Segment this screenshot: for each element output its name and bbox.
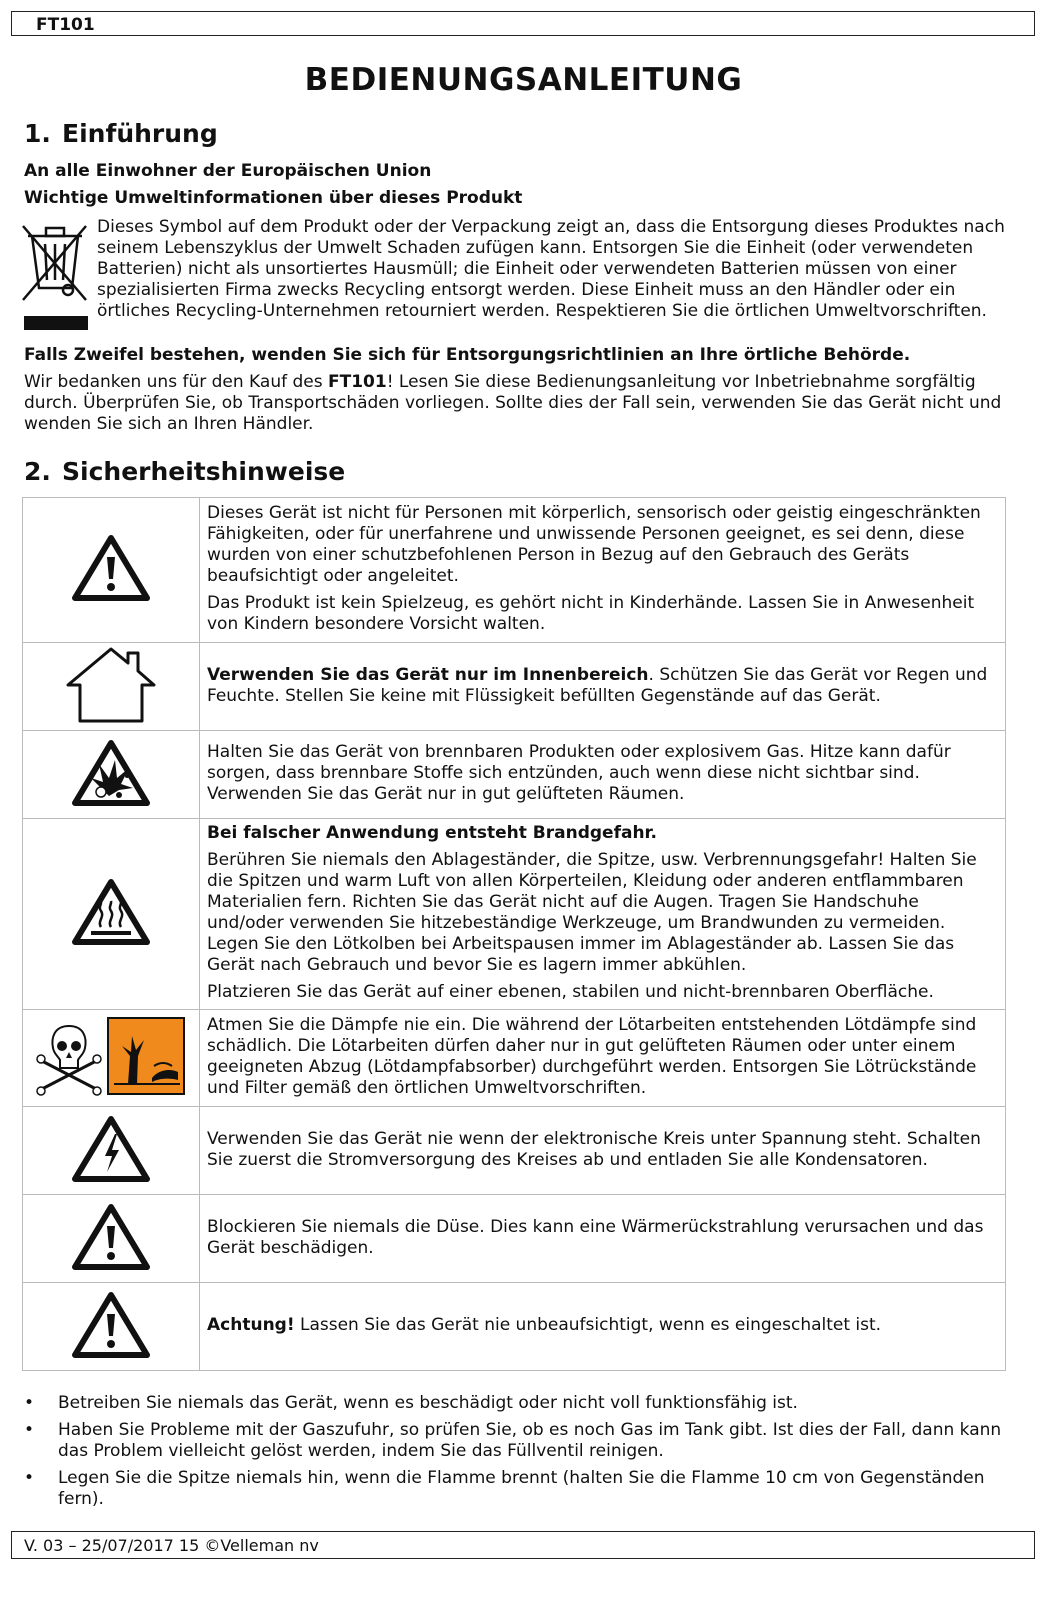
thanks-post: ! Lesen Sie diese Bedienungsanleitung vor Inbetriebnahme sorgfältig durch. Überprüfen Sie, ob Transportschäden vorliegen. Sollte dies der Fall sein, verwenden Sie das Gerät nicht und wenden Sie sich an Ihren Händler. [24,372,1002,434]
safety-row [23,1010,1006,1107]
safety-text-cell [200,498,1006,643]
safety-icon-cell [23,643,200,731]
safety-icon-cell [23,731,200,819]
doubt-notice: Falls Zweifel bestehen, wenden Sie sich für Entsorgungsrichtlinien an Ihre örtliche Behörde. [24,345,911,365]
thanks-model: FT101 [328,372,387,392]
safety-text-cell [200,643,1006,731]
safety-row [23,1195,1006,1283]
safety-row [23,1107,1006,1195]
section-2-title: Sicherheitshinweise [62,457,346,486]
header-model: FT101 [36,15,95,35]
thanks-paragraph [24,372,1024,435]
safety-text-rest: . Schützen Sie das Gerät vor Regen und Feuchte. Stellen Sie keine mit Flüssigkeit befüllten Gegenstände auf das Gerät. [207,664,988,706]
safety-table [22,497,1006,1371]
page-title: BEDIENUNGSANLEITUNG [304,62,743,98]
safety-text-bold: Verwenden Sie das Gerät nur im Innenbereich [207,664,649,685]
safety-text: Blockieren Sie niemals die Düse. Dies kann eine Wärmerückstrahlung verursachen und das Gerät beschädigen. [207,1216,984,1258]
list-item: • Betreiben Sie niemals das Gerät, wenn es beschädigt oder nicht voll funktionsfähig ist. [24,1393,1024,1414]
safety-text-cell [200,1107,1006,1195]
safety-text: Berühren Sie niemals den Ablageständer, die Spitze, usw. Verbrennungsgefahr! Halten Sie die Spitzen und warm Luft von allen Körperteilen, Kleidung oder anderen entflammbaren Materialien fern. Richten Sie das Gerät nicht auf die Augen. Tragen Sie Handschuhe und/oder verwenden Sie hitzebeständige Werkzeuge, um Brandwunden zu vermeiden. Legen Sie den Lötkolben bei Arbeitspausen immer im Ablageständer ab. Lassen Sie das Gerät nach Gebrauch und bevor Sie es lagern immer abkühlen. [207,850,977,975]
safety-text [207,1315,997,1336]
safety-text-cell [200,1283,1006,1371]
section-2-heading [24,457,345,486]
safety-text: Platzieren Sie das Gerät auf einer ebenen, stabilen und nicht-brennbaren Oberfläche. [207,982,934,1002]
weee-bin-icon [20,222,90,334]
safety-icon-cell [23,819,200,1010]
safety-text: Atmen Sie die Dämpfe nie ein. Die während der Lötarbeiten entstehenden Lötdämpfe sind schädlich. Die Lötarbeiten dürfen daher nur in gut gelüfteten Räumen oder unter einem geeigneten Abzug (Lötdampfabsorber) durchgeführt werden. Entsorgen Sie Lötrückstände und Filter gemäß den örtlichen Umweltvorschriften. [207,1015,977,1098]
footer-text: V. 03 – 25/07/2017 15 ©Velleman nv [24,1536,319,1555]
safety-text-bold: Achtung! [207,1315,295,1335]
warning-triangle-icon [71,1202,151,1272]
list-item: • Legen Sie die Spitze niemals hin, wenn die Flamme brennt (halten Sie die Flamme 10 cm von Gegenständen fern). [24,1468,1024,1510]
weee-notice: Dieses Symbol auf dem Produkt oder der Verpackung zeigt an, dass die Entsorgung dieses Produktes nach seinem Lebenszyklus der Umwelt Schaden zufügen kann. Entsorgen Sie die Einheit (oder verwendeten Batterien) nicht als unsortiertes Hausmüll; die Einheit oder verwendeten Batterien müssen von einer spezialisierten Firma zwecks Recycling entsorgt werden. Diese Einheit muss an den Händler oder ein örtliches Recycling-Unternehmen retourniert werden. Respektieren Sie die örtlichen Umweltvorschriften. [97,217,1005,321]
electric-hazard-icon [71,1114,151,1184]
safety-row [23,1283,1006,1371]
safety-text-cell [200,1010,1006,1107]
header-box [11,11,1035,36]
safety-row [23,731,1006,819]
safety-icon-cell [23,498,200,643]
safety-row [23,643,1006,731]
section-1-heading [24,119,218,148]
safety-row [23,819,1006,1010]
safety-text-cell [200,819,1006,1010]
safety-icon-cell [23,1283,200,1371]
thanks-pre: Wir bedanken uns für den Kauf des [24,372,328,392]
warning-triangle-icon [71,1290,151,1360]
section-1-number: 1. [24,119,51,148]
safety-text [207,665,997,707]
safety-text: Dieses Gerät ist nicht für Personen mit körperlich, sensorisch oder geistig eingeschränkten Fähigkeiten, oder für unerfahrene und unwissende Personen geeignet, es sei denn, diese wurden von einer schutzbefohlenen Person in Bezug auf den Gebrauch des Geräts beaufsichtigt oder angeleitet. [207,503,981,586]
safety-text-bold: Bei falscher Anwendung entsteht Brandgefahr. [207,823,657,843]
safety-icon-cell [23,1010,200,1107]
house-icon [64,645,158,725]
safety-text: Das Produkt ist kein Spielzeug, es gehört nicht in Kinderhände. Lassen Sie in Anwesenheit von Kindern besondere Vorsicht walten. [207,593,975,634]
footer-box [11,1531,1035,1559]
section-1-title: Einführung [62,119,218,148]
section-1-sub1: An alle Einwohner der Europäischen Union [24,161,432,181]
safety-icon-cell [23,1107,200,1195]
safety-row [23,498,1006,643]
safety-text-cell [200,1195,1006,1283]
skull-crossbones-icon [37,1026,101,1095]
explosion-icon [71,738,151,808]
list-item: • Haben Sie Probleme mit der Gaszufuhr, so prüfen Sie, ob es noch Gas im Tank gibt. Ist dies der Fall, dann kann das Problem vielleicht gelöst werden, indem Sie das Füllventil reinigen. [24,1420,1024,1462]
toxic-environment-icons [36,1016,186,1096]
hot-surface-icon [71,877,151,947]
warning-triangle-icon [71,533,151,603]
section-2-number: 2. [24,457,51,486]
environment-hazard-icon [108,1018,184,1094]
safety-text: Halten Sie das Gerät von brennbaren Produkten oder explosivem Gas. Hitze kann dafür sorgen, dass brennbare Stoffe sich entzünden, auch wenn diese nicht sichtbar sind. Verwenden Sie das Gerät nur in gut gelüfteten Räumen. [207,742,951,804]
safety-icon-cell [23,1195,200,1283]
safety-text-rest: Lassen Sie das Gerät nie unbeaufsichtigt, wenn es eingeschaltet ist. [294,1315,882,1335]
safety-text-cell [200,731,1006,819]
safety-bullet-list [24,1393,1024,1516]
section-1-sub2: Wichtige Umweltinformationen über dieses Produkt [24,188,523,208]
safety-text: Verwenden Sie das Gerät nie wenn der elektronische Kreis unter Spannung steht. Schalten Sie zuerst die Stromversorgung des Kreises ab und entladen Sie alle Kondensatoren. [207,1128,981,1170]
